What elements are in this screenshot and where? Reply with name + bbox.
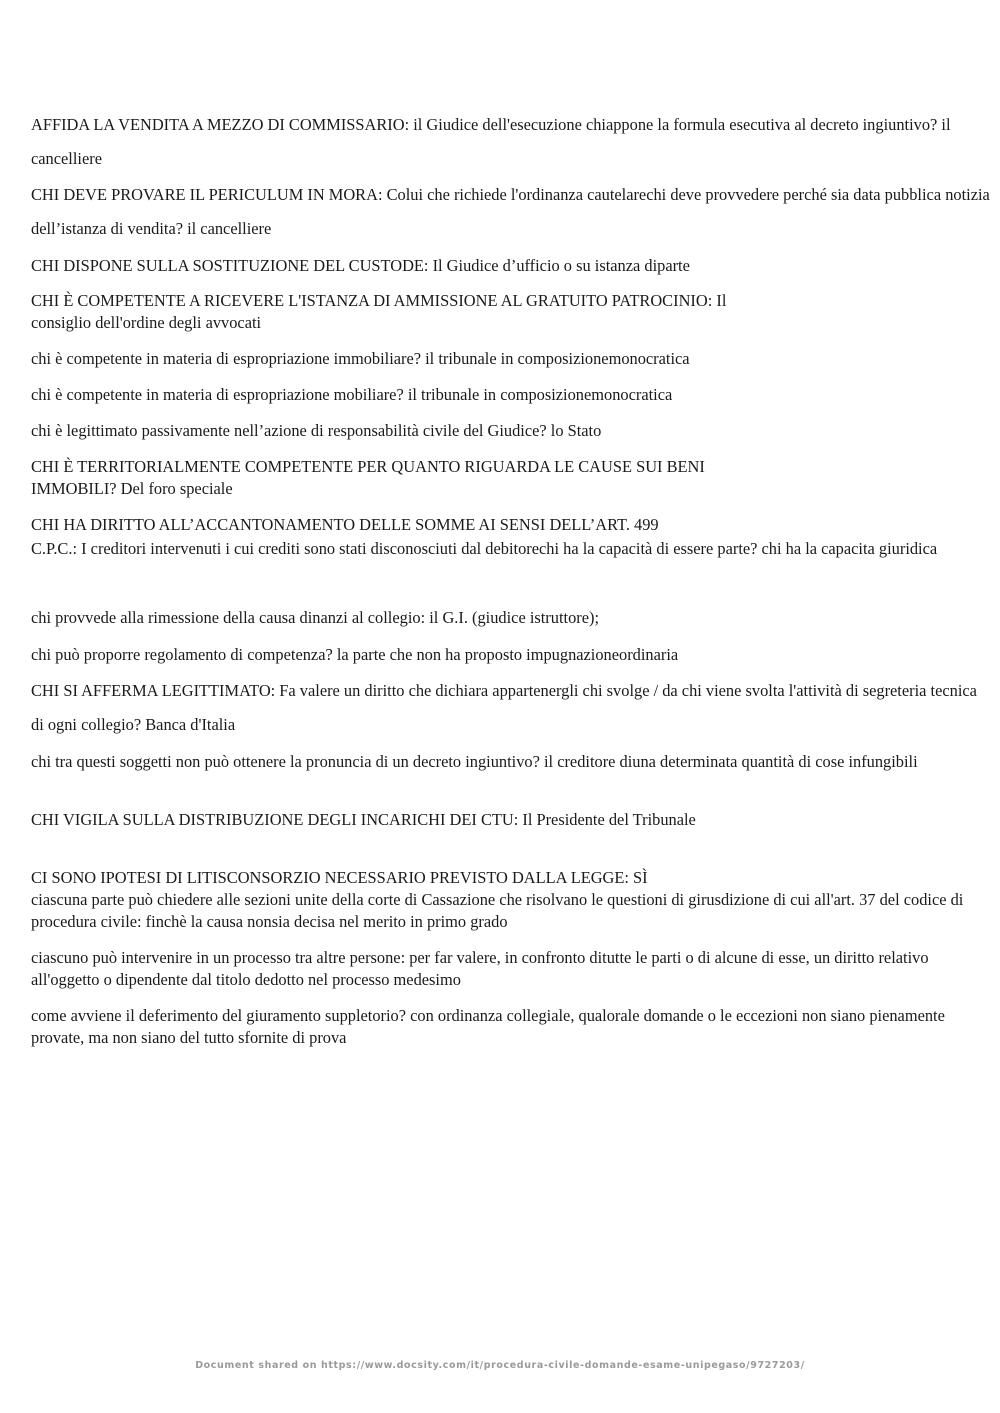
docsity-footer: Document shared on https://www.docsity.com/it/procedura-civile-domande-esame-unipegaso/9727203/ [195,1360,805,1371]
paragraph-rimessione-causa: chi provvede alla rimessione della causa dinanzi al collegio: il G.I. (giudice istruttore); [31,608,600,627]
paragraph-responsabilita-civile: chi è legittimato passivamente nell’azione di responsabilità civile del Giudice? lo Stato [31,421,602,440]
paragraph-sostituzione-custode: CHI DISPONE SULLA SOSTITUZIONE DEL CUSTODE: Il Giudice d’ufficio o su istanza diparte [31,256,690,275]
paragraph-periculum-in-mora: CHI DEVE PROVARE IL PERICULUM IN MORA: Colui che richiede l'ordinanza cautelarechi deve provvedere perché sia data pubblica notizia dell’istanza di vendita? il cancelliere [31,185,990,238]
paragraph-espropriazione-mobiliare: chi è competente in materia di espropriazione mobiliare? il tribunale in composizionemonocratica [31,385,673,404]
paragraph-espropriazione-immobiliare: chi è competente in materia di espropriazione immobiliare? il tribunale in composizionemonocratica [31,349,690,368]
paragraph-giuramento-suppletorio: come avviene il deferimento del giuramento suppletorio? con ordinanza collegiale, qualorale domande o le eccezioni non siano pienamente provate, ma non siano del tutto sfornite di prova [31,1006,945,1047]
paragraph-intervento-processo: ciascuno può intervenire in un processo tra altre persone: per far valere, in confronto ditutte le parti o di alcune di esse, un diritto relativo all'oggetto o dipendente dal titolo dedotto nel processo medesimo [31,948,929,989]
paragraph-regolamento-competenza: chi può proporre regolamento di competenza? la parte che non ha proposto impugnazioneordinaria [31,645,679,664]
paragraph-cause-beni-immobili: CHI È TERRITORIALMENTE COMPETENTE PER QUANTO RIGUARDA LE CAUSE SUI BENI IMMOBILI? Del foro speciale [31,457,705,498]
paragraph-accantonamento-heading: CHI HA DIRITTO ALL’ACCANTONAMENTO DELLE SOMME AI SENSI DELL’ART. 499 [31,515,659,534]
paragraph-sezioni-unite: ciascuna parte può chiedere alle sezioni unite della corte di Cassazione che risolvano le questioni di girusdizione di cui all'art. 37 del codice di procedura civile: finchè la causa nonsia decisa nel merito in primo grado [31,890,964,931]
paragraph-accantonamento-cpc: C.P.C.: I creditori intervenuti i cui crediti sono stati disconosciuti dal debitorechi ha la capacità di essere parte? chi ha la capacita giuridica [31,539,938,558]
paragraph-legittimato: CHI SI AFFERMA LEGITTIMATO: Fa valere un diritto che dichiara appartenergli chi svolge / da chi viene svolta l'attività di segreteria tecnica di ogni collegio? Banca d'Italia [31,681,977,734]
paragraph-decreto-ingiuntivo: chi tra questi soggetti non può ottenere la pronuncia di un decreto ingiuntivo? il creditore diuna determinata quantità di cose infungibili [31,752,918,771]
paragraph-incarichi-ctu: CHI VIGILA SULLA DISTRIBUZIONE DEGLI INCARICHI DEI CTU: Il Presidente del Tribunale [31,810,696,829]
paragraph-litisconsorzio-heading: CI SONO IPOTESI DI LITISCONSORZIO NECESSARIO PREVISTO DALLA LEGGE: SÌ [31,868,648,887]
paragraph-gratuito-patrocinio: CHI È COMPETENTE A RICEVERE L'ISTANZA DI AMMISSIONE AL GRATUITO PATROCINIO: Il consiglio dell'ordine degli avvocati [31,291,727,332]
paragraph-affida-vendita: AFFIDA LA VENDITA A MEZZO DI COMMISSARIO: il Giudice dell'esecuzione chiappone la formula esecutiva al decreto ingiuntivo? il cancelliere [31,115,951,168]
